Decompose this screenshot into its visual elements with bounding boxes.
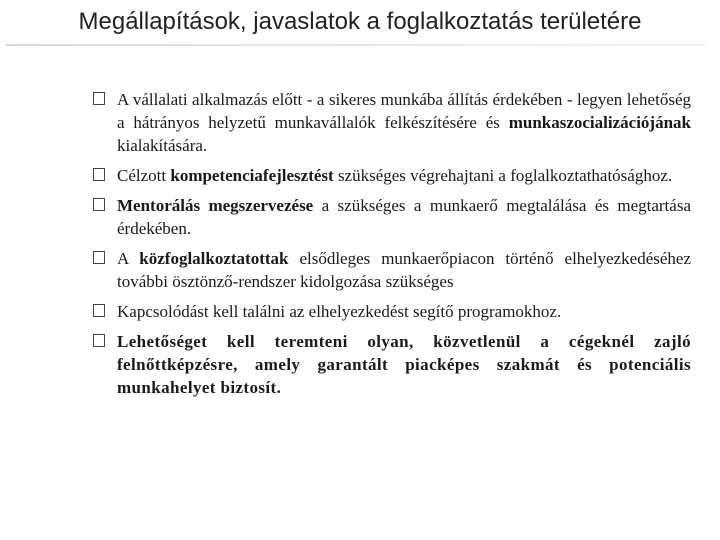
bullet-text: Kapcsolódást kell találni az elhelyezkedést segítő programokhoz.: [117, 302, 562, 321]
bullet-item-programs: [93, 300, 691, 323]
square-bullet-icon: [93, 198, 105, 211]
bullet-text: a szükséges a munkaerő megtalálása és megtartása érdekében.: [117, 196, 691, 238]
bullet-item-competence: [93, 164, 691, 187]
bullet-emphasis: kompetenciafejlesztést: [170, 166, 334, 185]
bullet-text: A: [117, 249, 140, 268]
bullet-text: Célzott: [117, 166, 171, 185]
bullet-emphasis: Lehetőséget kell teremteni olyan, közvetlenül a cégeknél zajló felnőttképzésre, amely garantált piacképes szakmát és potenciális munkahelyet biztosít.: [117, 332, 691, 397]
square-bullet-icon: [93, 92, 105, 105]
bullet-emphasis: munkaszocializációjának: [508, 113, 691, 132]
bullet-text: A vállalati alkalmazás előtt - a sikeres munkába állítás érdekében - legyen lehetőség a hátrányos helyzetű munkavállalók felkészítésére és: [117, 90, 691, 132]
slide-title: Megállapítások, javaslatok a foglalkoztatás területére: [78, 8, 642, 35]
bullet-text: kialakítására.: [117, 136, 208, 155]
square-bullet-icon: [93, 304, 105, 317]
bullet-item-preparation: [93, 88, 691, 157]
bullet-emphasis: Mentorálás megszervezése: [117, 196, 314, 215]
bullet-list: [93, 88, 691, 406]
bullet-item-public-work: [93, 247, 691, 293]
bullet-emphasis: közfoglalkoztatottak: [139, 249, 289, 268]
bullet-item-mentoring: [93, 194, 691, 240]
title-divider: [6, 44, 706, 46]
bullet-text: elsődleges munkaerőpiacon történő elhelyezkedéséhez további ösztönző-rendszer kidolgozása szükséges: [117, 249, 691, 291]
square-bullet-icon: [93, 251, 105, 264]
bullet-item-adult-training: [93, 330, 691, 399]
square-bullet-icon: [93, 334, 105, 347]
square-bullet-icon: [93, 168, 105, 181]
bullet-text: szükséges végrehajtani a foglalkoztathatósághoz.: [333, 166, 673, 185]
